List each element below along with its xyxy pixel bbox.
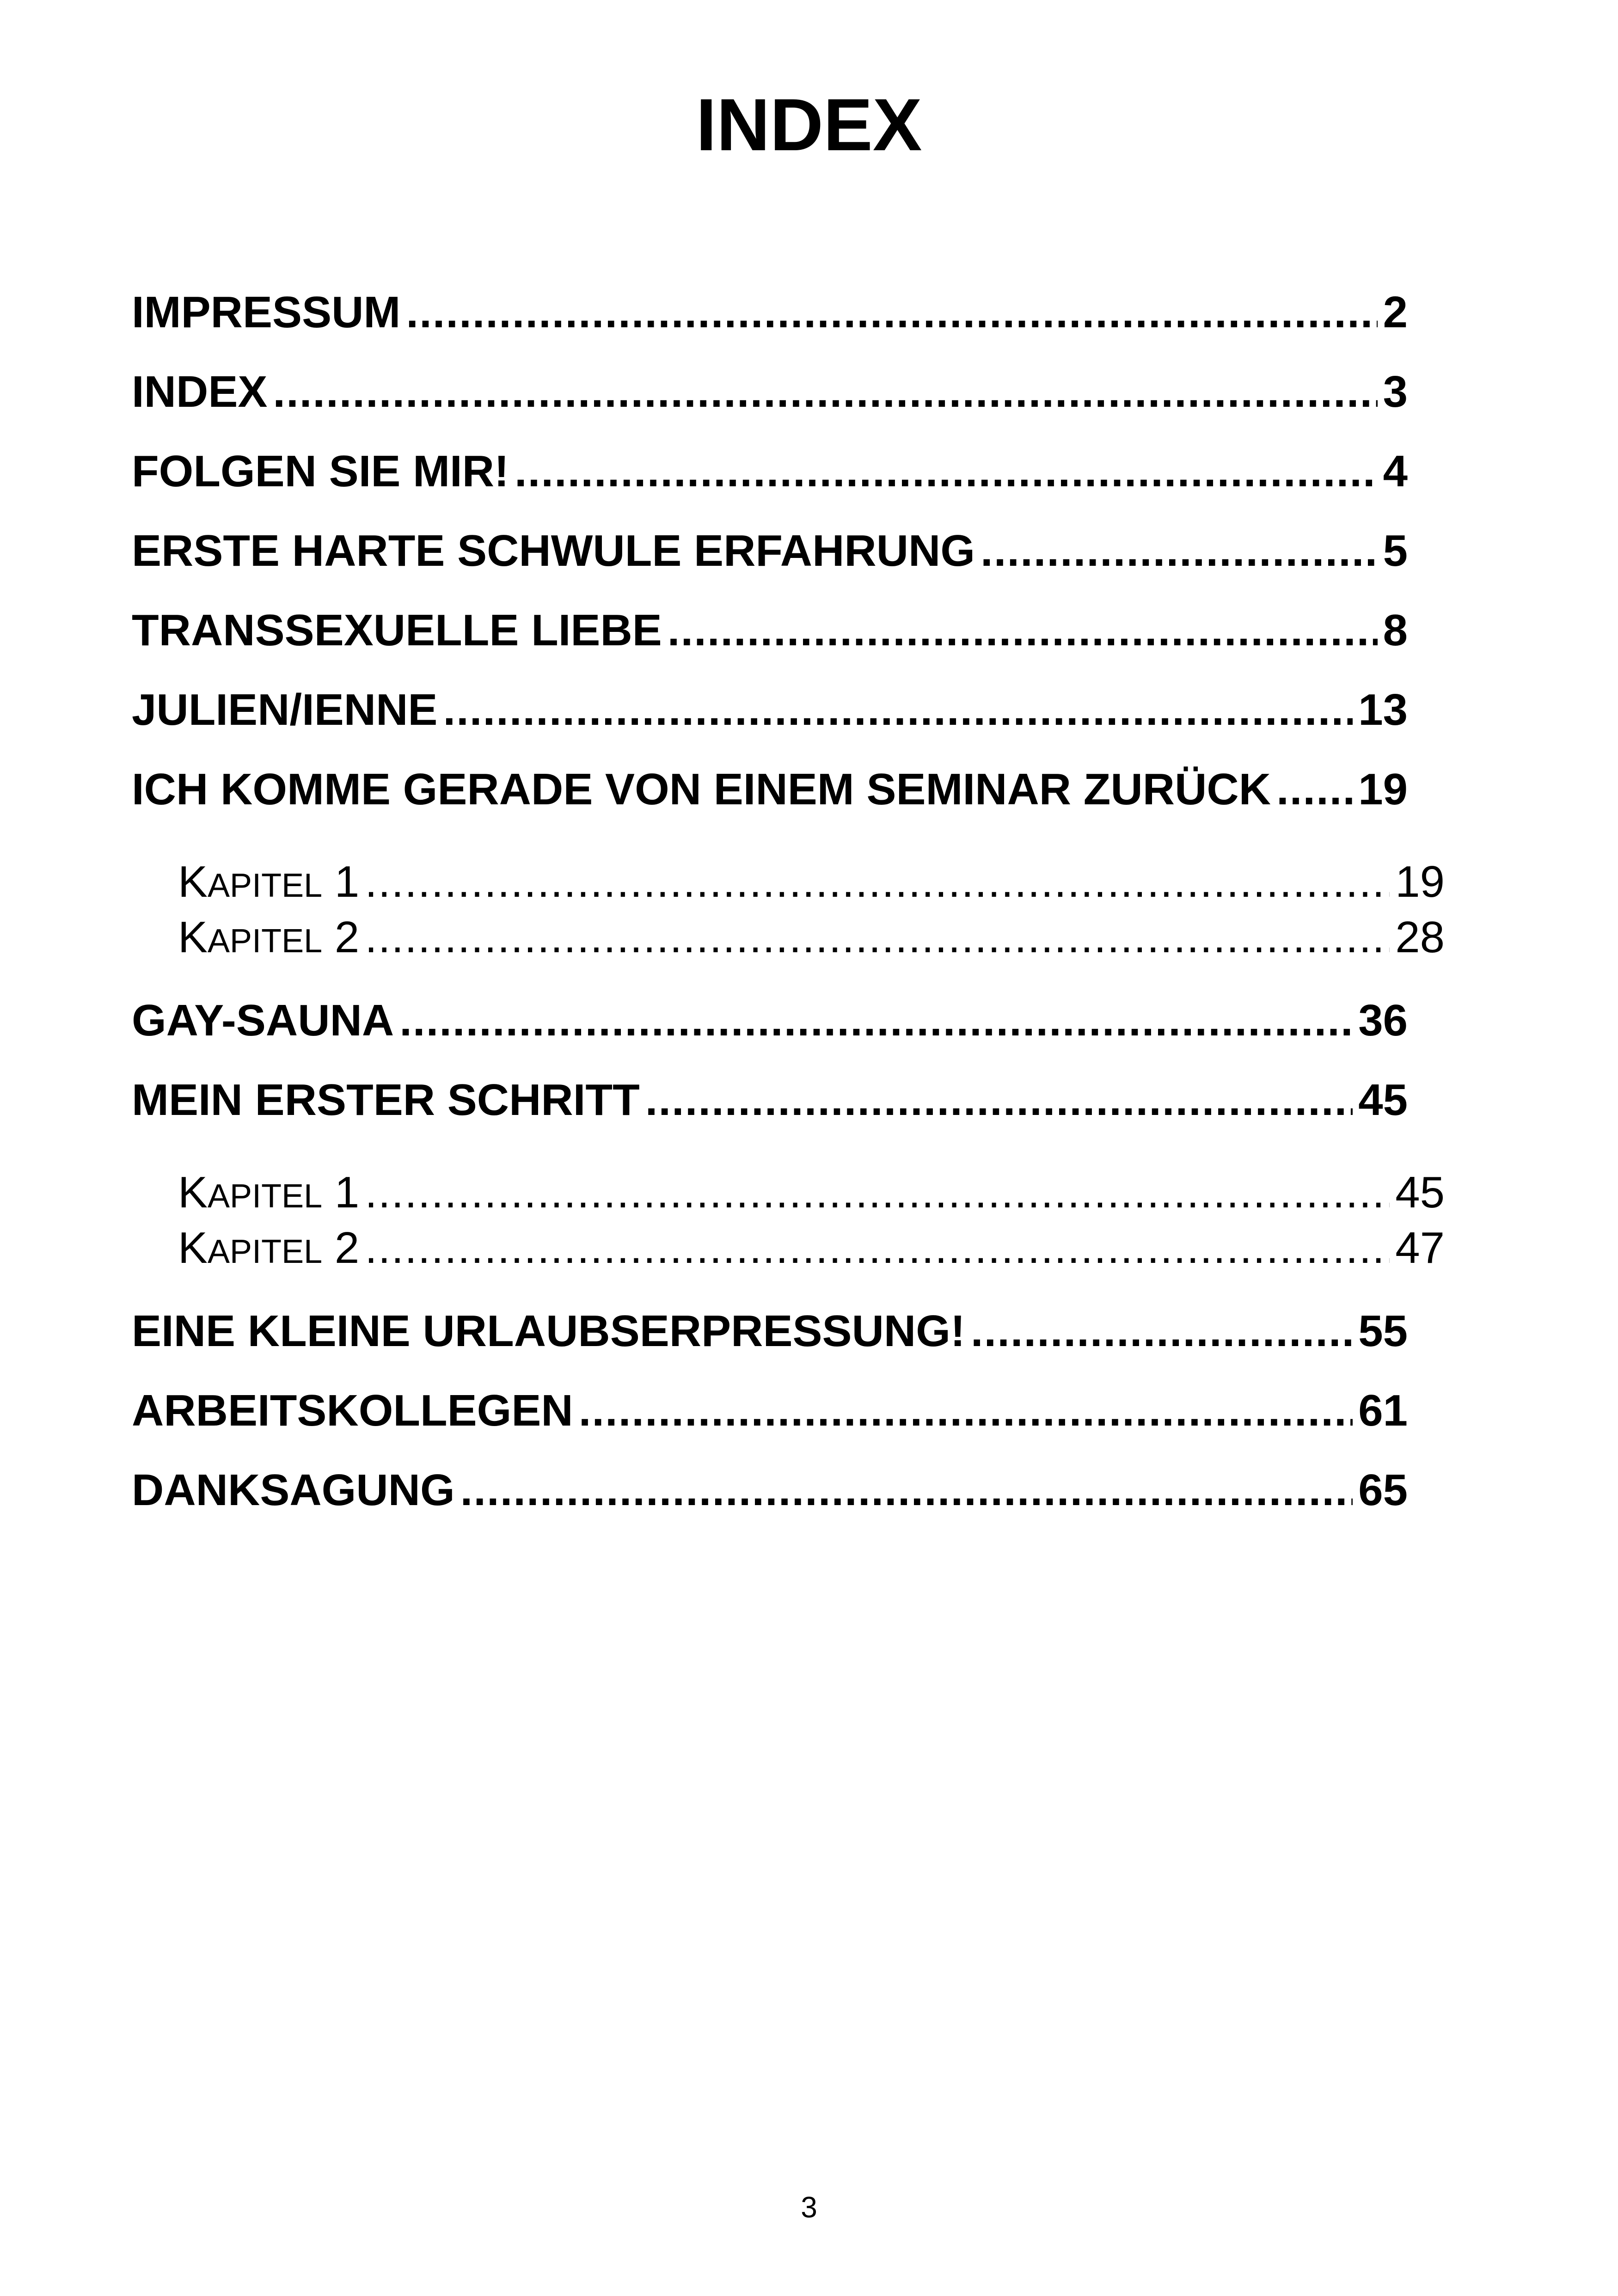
page-title: INDEX	[696, 83, 922, 166]
toc-dot-leader	[365, 856, 1390, 908]
toc-entry-page: 36	[1358, 996, 1408, 1045]
toc-entry[interactable]	[132, 684, 1408, 764]
toc-entry-label: DANKSAGUNG	[132, 1465, 455, 1515]
subentry-initial: K	[178, 857, 208, 906]
toc-dot-leader	[668, 605, 1378, 656]
toc-entry-label: ERSTE HARTE SCHWULE ERFAHRUNG	[132, 526, 975, 576]
toc-entry-page: 2	[1383, 288, 1408, 337]
toc-entry-label: GAY-SAUNA	[132, 996, 394, 1045]
toc-entry-label: INDEX	[132, 367, 268, 416]
toc-entry[interactable]	[132, 1464, 1408, 1544]
toc-entry-page: 65	[1358, 1465, 1408, 1515]
subentry-number: 2	[334, 912, 360, 962]
subentry-number: 2	[334, 1223, 360, 1273]
toc-entry-page: 61	[1358, 1386, 1408, 1435]
toc-entry[interactable]	[132, 446, 1408, 525]
toc-subentry-label	[178, 1167, 359, 1222]
toc-entry-label: ARBEITSKOLLEGEN	[132, 1386, 573, 1435]
toc-entry[interactable]	[132, 1305, 1408, 1385]
toc-entry-label: TRANSSEXUELLE LIEBE	[132, 606, 662, 655]
toc-dot-leader	[406, 287, 1377, 338]
table-of-contents	[132, 287, 1445, 1544]
toc-dot-leader	[1276, 764, 1353, 815]
toc-subentry-label	[178, 1222, 359, 1278]
toc-subentry[interactable]	[132, 1167, 1445, 1222]
subentry-smallcaps: APITEL	[208, 1178, 323, 1215]
toc-subentry-page: 19	[1395, 857, 1445, 906]
toc-entry-label: JULIEN/IENNE	[132, 685, 438, 735]
toc-dot-leader	[365, 912, 1390, 963]
toc-dot-leader	[399, 995, 1353, 1047]
toc-subentry-label	[178, 912, 359, 967]
toc-entry-page: 45	[1358, 1075, 1408, 1125]
toc-subentry-page: 28	[1395, 912, 1445, 962]
toc-dot-leader	[645, 1074, 1353, 1126]
subentry-smallcaps: APITEL	[208, 867, 323, 904]
toc-entry-page: 19	[1358, 765, 1408, 814]
toc-dot-leader	[515, 446, 1378, 497]
toc-subentry-page: 47	[1395, 1223, 1445, 1273]
toc-entry-page: 5	[1383, 526, 1408, 576]
toc-subentry[interactable]	[132, 856, 1445, 912]
subentry-initial: K	[178, 1223, 208, 1273]
toc-dot-leader	[365, 1167, 1390, 1218]
toc-entry-page: 8	[1383, 606, 1408, 655]
toc-entry-label: EINE KLEINE URLAUBSERPRESSUNG!	[132, 1306, 965, 1356]
toc-dot-leader	[579, 1385, 1353, 1437]
subentry-initial: K	[178, 912, 208, 962]
toc-dot-leader	[971, 1305, 1353, 1357]
toc-entry-label: MEIN ERSTER SCHRITT	[132, 1075, 640, 1125]
toc-entry-label: FOLGEN SIE MIR!	[132, 447, 509, 496]
toc-entry-page: 13	[1358, 685, 1408, 735]
toc-entry[interactable]	[132, 1074, 1408, 1167]
toc-entry[interactable]	[132, 287, 1408, 366]
toc-entry-label: ICH KOMME GERADE VON EINEM SEMINAR ZURÜCK	[132, 765, 1271, 814]
subentry-number: 1	[334, 1168, 360, 1217]
toc-subentry-page: 45	[1395, 1168, 1445, 1217]
toc-entry[interactable]	[132, 366, 1408, 446]
toc-entry-page: 55	[1358, 1306, 1408, 1356]
subentry-smallcaps: APITEL	[208, 1233, 323, 1270]
toc-entry-label: IMPRESSUM	[132, 288, 401, 337]
subentry-initial: K	[178, 1168, 208, 1217]
toc-entry-page: 4	[1383, 447, 1408, 496]
subentry-smallcaps: APITEL	[208, 923, 323, 960]
page-number-footer: 3	[801, 2191, 817, 2224]
toc-entry[interactable]	[132, 995, 1408, 1074]
toc-subentry-label	[178, 856, 359, 912]
toc-dot-leader	[460, 1464, 1353, 1516]
toc-entry[interactable]	[132, 525, 1408, 605]
toc-subentry[interactable]	[132, 1222, 1445, 1305]
toc-dot-leader	[365, 1222, 1390, 1274]
toc-subentry[interactable]	[132, 912, 1445, 995]
toc-dot-leader	[443, 684, 1353, 736]
toc-entry[interactable]	[132, 764, 1408, 856]
toc-dot-leader	[273, 366, 1377, 418]
subentry-number: 1	[334, 857, 360, 906]
toc-entry[interactable]	[132, 605, 1408, 684]
toc-entry-page: 3	[1383, 367, 1408, 416]
toc-entry[interactable]	[132, 1385, 1408, 1464]
toc-dot-leader	[981, 525, 1378, 577]
